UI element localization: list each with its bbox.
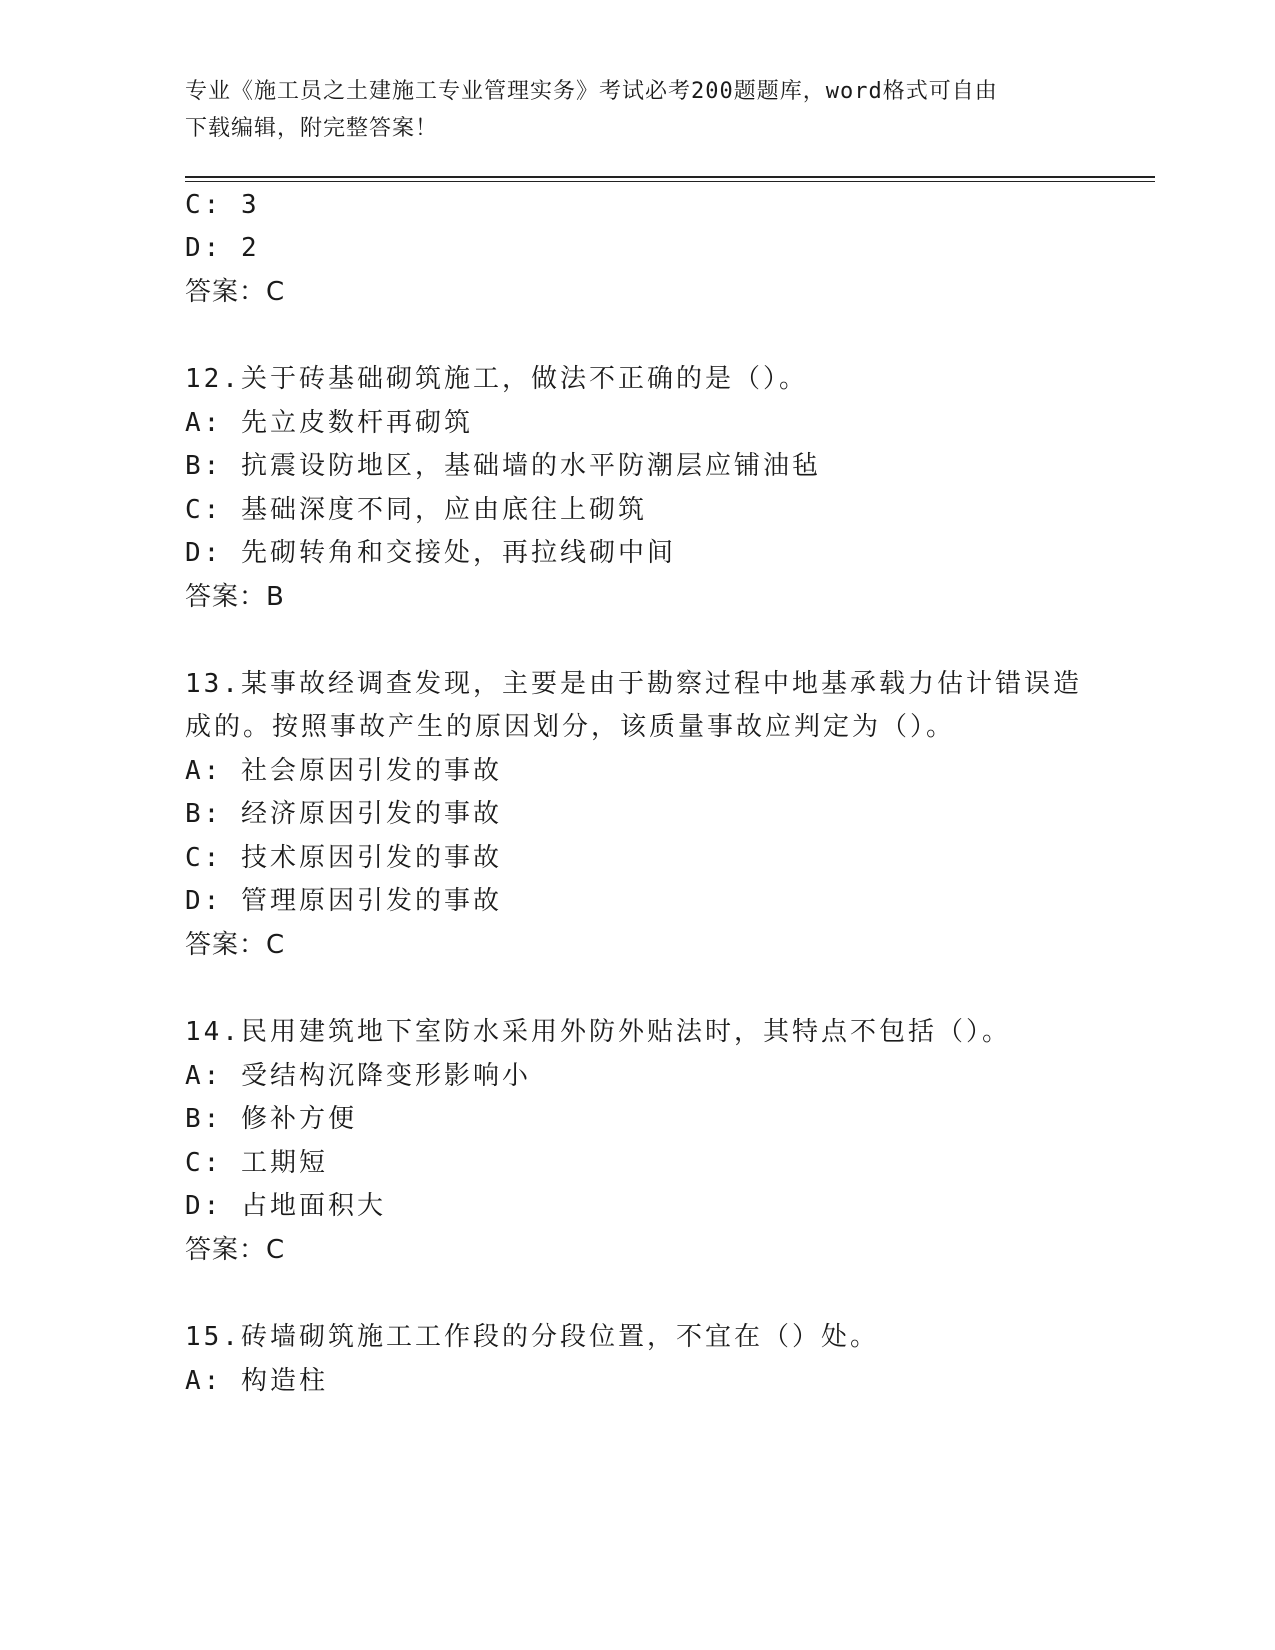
question-14-option-a: A: 受结构沉降变形影响小 (185, 1061, 531, 1091)
header-line-1: 专业《施工员之土建施工专业管理实务》考试必考200题题库，word格式可自由 (185, 79, 998, 104)
question-12-option-d: D: 先砌转角和交接处，再拉线砌中间 (185, 538, 676, 568)
question-14-option-c: C: 工期短 (185, 1148, 328, 1178)
question-13-option-c: C: 技术原因引发的事故 (185, 843, 502, 873)
option-d: D: 2 (185, 233, 260, 263)
question-13-stem-line-1: 13.某事故经调查发现，主要是由于勘察过程中地基承载力估计错误造 (185, 669, 1082, 699)
question-13-answer: 答案：C (185, 930, 286, 960)
question-13-stem-line-2: 成的。按照事故产生的原因划分，该质量事故应判定为（）。 (185, 712, 956, 742)
question-12-option-a: A: 先立皮数杆再砌筑 (185, 408, 473, 438)
option-c: C: 3 (185, 190, 260, 220)
document-header (185, 73, 1065, 147)
question-13-option-d: D: 管理原因引发的事故 (185, 886, 502, 916)
question-13-option-b: B: 经济原因引发的事故 (185, 799, 502, 829)
answer-line: 答案：C (185, 277, 286, 307)
header-rule-thin (185, 181, 1155, 182)
question-14-option-b: B: 修补方便 (185, 1104, 357, 1134)
question-15-option-a: A: 构造柱 (185, 1366, 328, 1396)
header-line-2: 下载编辑，附完整答案！ (185, 116, 439, 141)
question-14-option-d: D: 占地面积大 (185, 1191, 386, 1221)
question-15-stem: 15.砖墙砌筑施工工作段的分段位置，不宜在（）处。 (185, 1322, 879, 1352)
question-13-option-a: A: 社会原因引发的事故 (185, 756, 502, 786)
header-rule-thick (185, 176, 1155, 178)
question-14-answer: 答案：C (185, 1235, 286, 1265)
question-14-stem: 14.民用建筑地下室防水采用外防外贴法时，其特点不包括（）。 (185, 1017, 1011, 1047)
question-12-answer: 答案：B (185, 582, 285, 612)
question-12-option-b: B: 抗震设防地区，基础墙的水平防潮层应铺油毡 (185, 451, 821, 481)
question-12-stem: 12.关于砖基础砌筑施工，做法不正确的是（）。 (185, 364, 808, 394)
question-12-option-c: C: 基础深度不同，应由底往上砌筑 (185, 495, 647, 525)
